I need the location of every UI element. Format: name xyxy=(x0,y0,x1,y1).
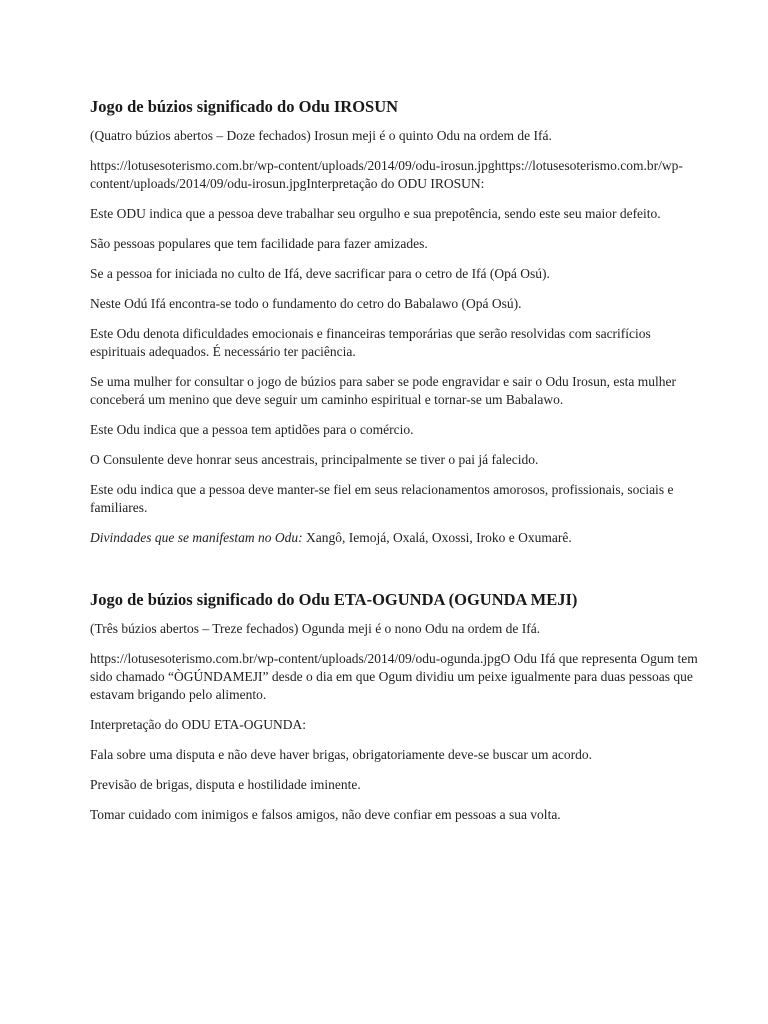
section-eta-ogunda xyxy=(90,589,700,824)
section-heading: Jogo de búzios significado do Odu IROSUN xyxy=(90,97,399,116)
paragraph: Este odu indica que a pessoa deve manter-se fiel em seus relacionamentos amorosos, profissionais, sociais e familiares. xyxy=(90,482,674,515)
paragraph: Se a pessoa for iniciada no culto de Ifá, deve sacrificar para o cetro de Ifá (Opá Osú). xyxy=(90,266,550,281)
paragraph: Previsão de brigas, disputa e hostilidade iminente. xyxy=(90,777,361,792)
paragraph: Este Odu indica que a pessoa tem aptidões para o comércio. xyxy=(90,422,414,437)
divinities-label: Divindades que se manifestam no Odu: xyxy=(90,530,303,545)
paragraph: https://lotusesoterismo.com.br/wp-content/uploads/2014/09/odu-irosun.jpghttps://lotusesoterismo.com.br/wp-content/uploads/2014/09/odu-irosun.jpgInterpretação do ODU IROSUN: xyxy=(90,158,683,191)
section-heading: Jogo de búzios significado do Odu ETA-OGUNDA (OGUNDA MEJI) xyxy=(90,590,578,609)
paragraph: Fala sobre uma disputa e não deve haver brigas, obrigatoriamente deve-se buscar um acordo. xyxy=(90,747,592,762)
paragraph: Neste Odú Ifá encontra-se todo o fundamento do cetro do Babalawo (Opá Osú). xyxy=(90,296,522,311)
paragraph: https://lotusesoterismo.com.br/wp-content/uploads/2014/09/odu-ogunda.jpgO Odu Ifá que representa Ogum tem sido chamado “ÒGÚNDAMEJI” desde o dia em que Ogum dividiu um peixe igualmente para duas pessoas que estavam brigando pelo alimento. xyxy=(90,651,698,702)
document-page xyxy=(90,96,700,836)
paragraph: (Três búzios abertos – Treze fechados) Ogunda meji é o nono Odu na ordem de Ifá. xyxy=(90,621,541,636)
divinities-paragraph xyxy=(90,529,700,547)
paragraph: São pessoas populares que tem facilidade para fazer amizades. xyxy=(90,236,428,251)
paragraph: Se uma mulher for consultar o jogo de búzios para saber se pode engravidar e sair o Odu Irosun, esta mulher conceberá um menino que deve seguir um caminho espiritual e tornar-se um Babalawo. xyxy=(90,374,676,407)
paragraph: O Consulente deve honrar seus ancestrais, principalmente se tiver o pai já falecido. xyxy=(90,452,539,467)
divinities-list: Xangô, Iemojá, Oxalá, Oxossi, Iroko e Oxumarê. xyxy=(302,530,572,545)
paragraph: Este Odu denota dificuldades emocionais e financeiras temporárias que serão resolvidas com sacrifícios espirituais adequados. É necessário ter paciência. xyxy=(90,326,651,359)
paragraph: (Quatro búzios abertos – Doze fechados) Irosun meji é o quinto Odu na ordem de Ifá. xyxy=(90,128,552,143)
section-irosun xyxy=(90,96,700,547)
paragraph: Interpretação do ODU ETA-OGUNDA: xyxy=(90,717,306,732)
paragraph: Este ODU indica que a pessoa deve trabalhar seu orgulho e sua prepotência, sendo este seu maior defeito. xyxy=(90,206,661,221)
paragraph: Tomar cuidado com inimigos e falsos amigos, não deve confiar em pessoas a sua volta. xyxy=(90,807,561,822)
